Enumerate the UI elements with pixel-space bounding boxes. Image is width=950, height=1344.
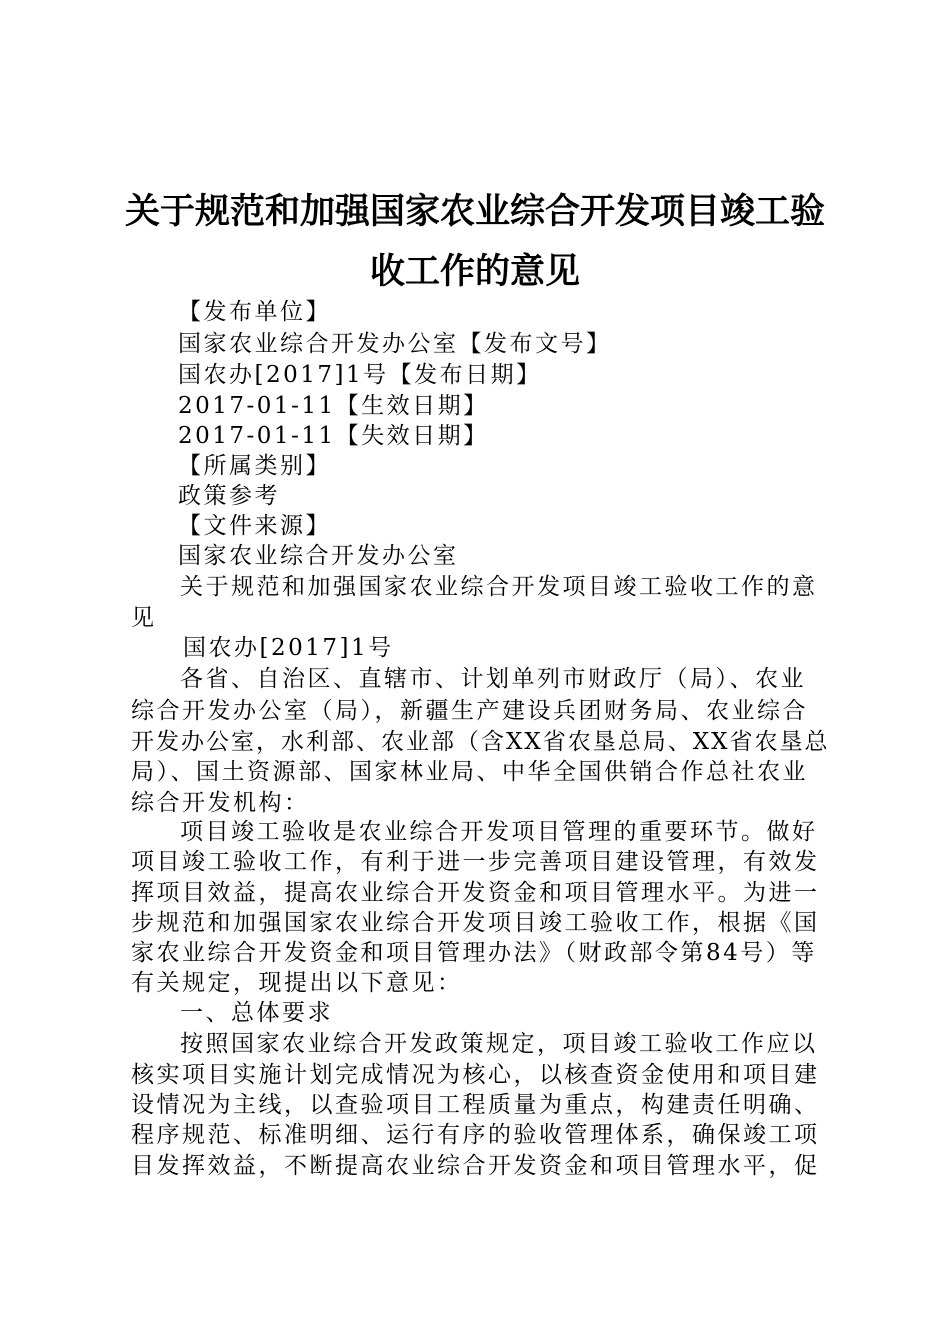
document-title-line-2: 收工作的意见 bbox=[369, 251, 580, 292]
meta-line: 2017-01-11【生效日期】 bbox=[178, 393, 489, 419]
meta-line: 【文件来源】 bbox=[178, 513, 331, 539]
meta-line: 国农办[2017]1号【发布日期】 bbox=[178, 362, 542, 388]
meta-line: 国家农业综合开发办公室 bbox=[178, 543, 459, 569]
meta-line: 【发布单位】 bbox=[178, 299, 331, 325]
salutation-line: 局）、国土资源部、国家林业局、中华全国供销合作总社农业 bbox=[131, 759, 808, 785]
salutation-line: 综合开发机构： bbox=[131, 790, 310, 816]
meta-line: 【所属类别】 bbox=[178, 453, 331, 479]
intro-line: 挥项目效益，提高农业综合开发资金和项目管理水平。为进一 bbox=[131, 880, 820, 906]
body-line: 设情况为主线，以查验项目工程质量为重点，构建责任明确、 bbox=[131, 1092, 820, 1118]
doc-title-line: 关于规范和加强国家农业综合开发项目竣工验收工作的意 bbox=[180, 574, 818, 600]
section-heading: 一、总体要求 bbox=[180, 1000, 333, 1026]
doc-title-line: 见 bbox=[131, 605, 157, 631]
salutation-line: 开发办公室，水利部、农业部（含XX省农垦总局、XX省农垦总 bbox=[131, 729, 830, 755]
body-line: 目发挥效益，不断提高农业综合开发资金和项目管理水平，促 bbox=[131, 1153, 820, 1179]
document-title-line-1: 关于规范和加强国家农业综合开发项目竣工验 bbox=[124, 191, 825, 232]
body-line: 程序规范、标准明细、运行有序的验收管理体系，确保竣工项 bbox=[131, 1122, 820, 1148]
meta-line: 国家农业综合开发办公室【发布文号】 bbox=[178, 331, 612, 357]
meta-line: 政策参考 bbox=[178, 483, 280, 509]
doc-number: 国农办[2017]1号 bbox=[183, 635, 394, 661]
meta-line: 2017-01-11【失效日期】 bbox=[178, 423, 489, 449]
body-line: 按照国家农业综合开发政策规定，项目竣工验收工作应以 bbox=[180, 1031, 818, 1057]
salutation-line: 各省、自治区、直辖市、计划单列市财政厅（局）、农业 bbox=[180, 666, 806, 692]
intro-line: 家农业综合开发资金和项目管理办法》（财政部令第84号）等 bbox=[131, 940, 817, 966]
intro-line: 步规范和加强国家农业综合开发项目竣工验收工作，根据《国 bbox=[131, 910, 820, 936]
intro-line: 项目竣工验收工作，有利于进一步完善项目建设管理，有效发 bbox=[131, 849, 820, 875]
body-line: 核实项目实施计划完成情况为核心，以核查资金使用和项目建 bbox=[131, 1062, 820, 1088]
intro-line: 有关规定，现提出以下意见： bbox=[131, 970, 463, 996]
salutation-line: 综合开发办公室（局），新疆生产建设兵团财务局、农业综合 bbox=[131, 698, 808, 724]
intro-line: 项目竣工验收是农业综合开发项目管理的重要环节。做好 bbox=[180, 819, 818, 845]
